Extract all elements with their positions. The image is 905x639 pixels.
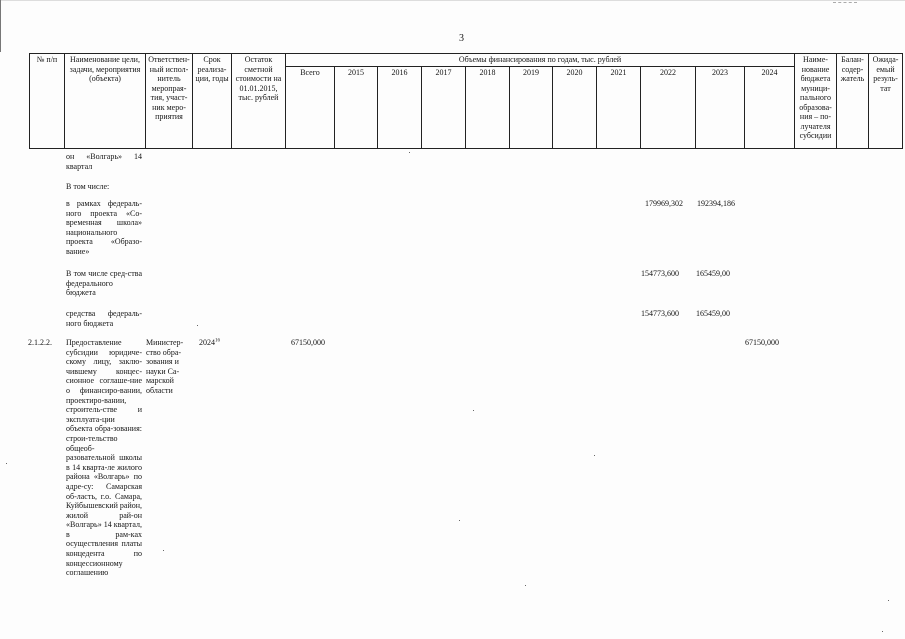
value-2022: 154773,600 [641,309,679,318]
scan-speck [197,325,198,326]
row-text: В том числе сред-ства федерального бюджета [66,269,142,298]
col-year-header: 2024 [745,66,795,148]
value-2022: 154773,600 [641,269,679,278]
page-top-edge [0,0,905,1]
row-text: Предоставление субсидии юридиче-скому лицу, заклю-чившему концес-сионное соглаше-ние о финансиро-вании, проектиро-вании, строитель-стве и эксплуата-ции объекта обра-зования: строи-тельство общеоб-разовательной школы в 14 кварта-ле жилого района «Волгарь» по адре-су: Самарская об-ласть, г.о. Самара, Куйбышевский район, жилой рай-он «Волгарь» 14 квартал, в рам-ках осуществления платы концедента по концессионному соглашению [66,338,143,578]
value-2023: 192394,186 [697,199,735,208]
scan-speck [525,585,526,586]
scan-speck [473,410,474,411]
scan-speck [163,550,164,551]
col-responsible-header: Ответствен-ный испол-нитель меропрая-тия, участ-ник меро-приятия [146,54,193,149]
col-total-header: Всего [286,66,335,148]
col-remainder-header: Остаток сметной стоимости на 01.01.2015, тыс. рублей [232,54,286,149]
scan-speck [6,463,7,464]
value-2024: 67150,000 [745,338,779,347]
value-2023: 165459,00 [696,269,730,278]
col-name-header: Наименование цели, задачи, мероприятия (объекта) [65,54,146,149]
col-result-header: Ожида-емый резуль-тат [869,54,903,149]
col-holder-header: Балан-содер-жатель [837,54,869,149]
col-year-header: 2016 [378,66,422,148]
col-year-header: 2023 [696,66,745,148]
col-year-header: 2022 [641,66,696,148]
col-number-header: № п/п [30,54,65,149]
scan-speck [882,631,883,632]
col-year-header: 2017 [422,66,466,148]
row-number: 2.1.2.2. [28,338,52,347]
col-financing-header: Объемы финансирования по годам, тыс. рублей [286,54,795,67]
row-term: 2024$^{16}$ [199,338,220,347]
value-2023: 165459,00 [696,309,730,318]
col-year-header: 2018 [466,66,510,148]
row-text: в рамках федераль-ного проекта «Со-временная школа» национального проекта «Образо-вание» [66,199,142,256]
scan-speck [459,520,460,521]
col-year-header: 2020 [553,66,597,148]
corner-mark [833,2,857,3]
row-text: он «Волгарь» 14 квартал [66,152,142,171]
row-text: средства федераль-ного бюджета [66,309,142,328]
row-responsible: Министер-ство обра-зования и науки Са-марской области [146,338,184,395]
header-table [29,53,903,149]
col-year-header: 2021 [597,66,641,148]
scan-speck [594,455,595,456]
col-year-header: 2019 [510,66,553,148]
page-number: 3 [459,33,464,44]
page-left-edge [0,0,1,52]
col-year-header: 2015 [335,66,378,148]
value-total: 67150,000 [291,338,325,347]
scan-speck [409,152,410,153]
value-2022: 179969,302 [645,199,683,208]
col-budget-header: Наиме-нование бюджета муници-пального образова-ния – по-лучателя субсидии [795,54,837,149]
row-text: В том числе: [66,182,110,191]
col-term-header: Срок реализа-ции, годы [193,54,232,149]
scan-speck [888,600,889,601]
